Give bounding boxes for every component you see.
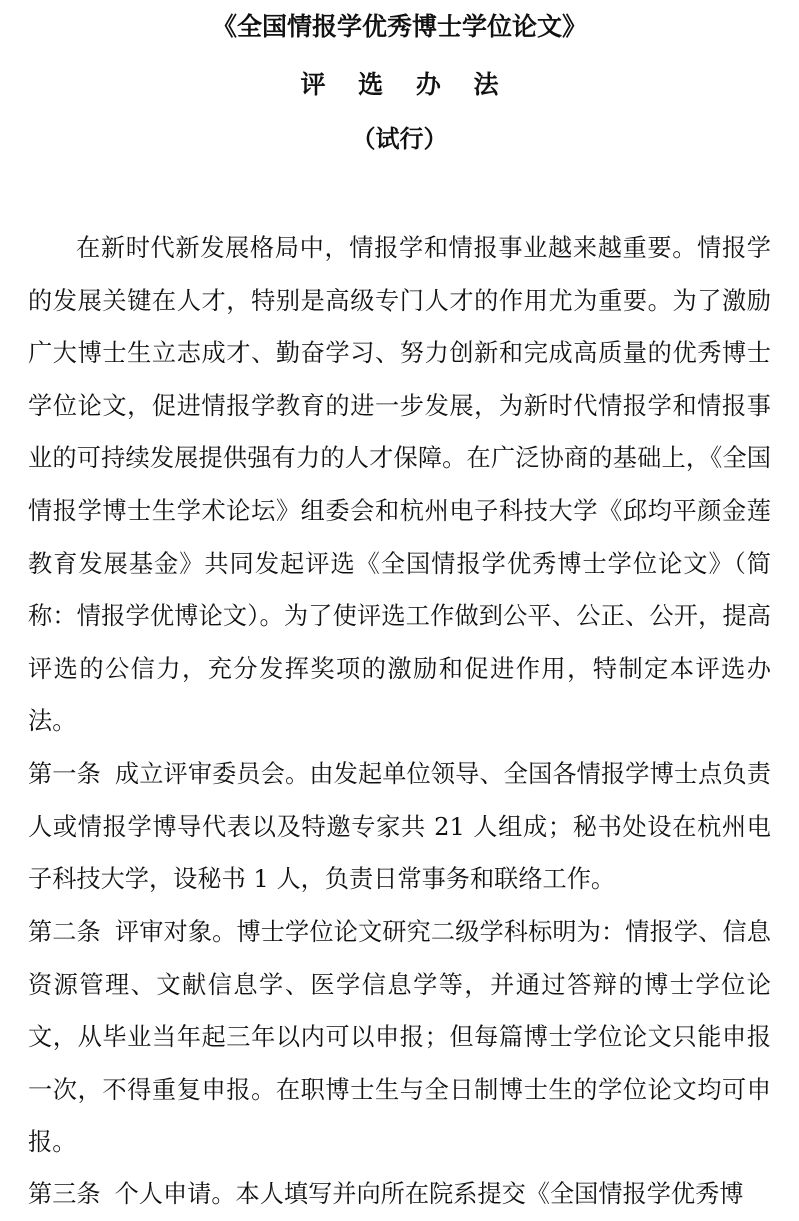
article-2-label: 第二条: [28, 918, 101, 946]
article-2: [28, 906, 771, 1169]
intro-paragraph: 在新时代新发展格局中，情报学和情报事业越来越重要。情报学的发展关键在人才，特别是高级专门人才的作用尤为重要。为了激励广大博士生立志成才、勤奋学习、努力创新和完成高质量的优秀博士学位论文，促进情报学教育的进一步发展，为新时代情报学和情报事业的可持续发展提供强有力的人才保障。在广泛协商的基础上，《全国情报学博士生学术论坛》组委会和杭州电子科技大学《邱均平颜金莲教育发展基金》共同发起评选《全国情报学优秀博士学位论文》（简称：情报学优博论文）。为了使评选工作做到公平、公正、公开，提高评选的公信力，充分发挥奖项的激励和促进作用，特制定本评选办法。: [28, 234, 771, 736]
article-3-heading: 个人申请。: [114, 1180, 236, 1208]
article-1: [28, 748, 771, 906]
article-1-heading: 成立评审委员会。: [114, 760, 310, 788]
article-2-heading: 评审对象。: [114, 918, 237, 946]
document-title: 《全国情报学优秀博士学位论文》: [211, 12, 587, 41]
document-subtitle: 评 选 办 法: [300, 70, 511, 99]
article-1-label: 第一条: [28, 760, 101, 788]
article-2-text: 博士学位论文研究二级学科标明为：情报学、信息资源管理、文献信息学、医学信息学等，并通过答辩的博士学位论文，从毕业当年起三年以内可以申报；但每篇博士学位论文只能申报一次，不得重复申报。在职博士生与全日制博士生的学位论文均可申报。: [28, 918, 771, 1157]
article-3-text: 本人填写并向所在院系提交《全国情报学优秀博: [235, 1180, 744, 1208]
article-3: [28, 1168, 771, 1221]
article-1-text: 由发起单位领导、全国各情报学博士点负责人或情报学博导代表以及特邀专家共 21 人组成；秘书处设在杭州电子科技大学，设秘书 1 人，负责日常事务和联络工作。: [28, 760, 771, 894]
article-3-label: 第三条: [28, 1180, 101, 1208]
document-status: （试行）: [351, 125, 448, 153]
